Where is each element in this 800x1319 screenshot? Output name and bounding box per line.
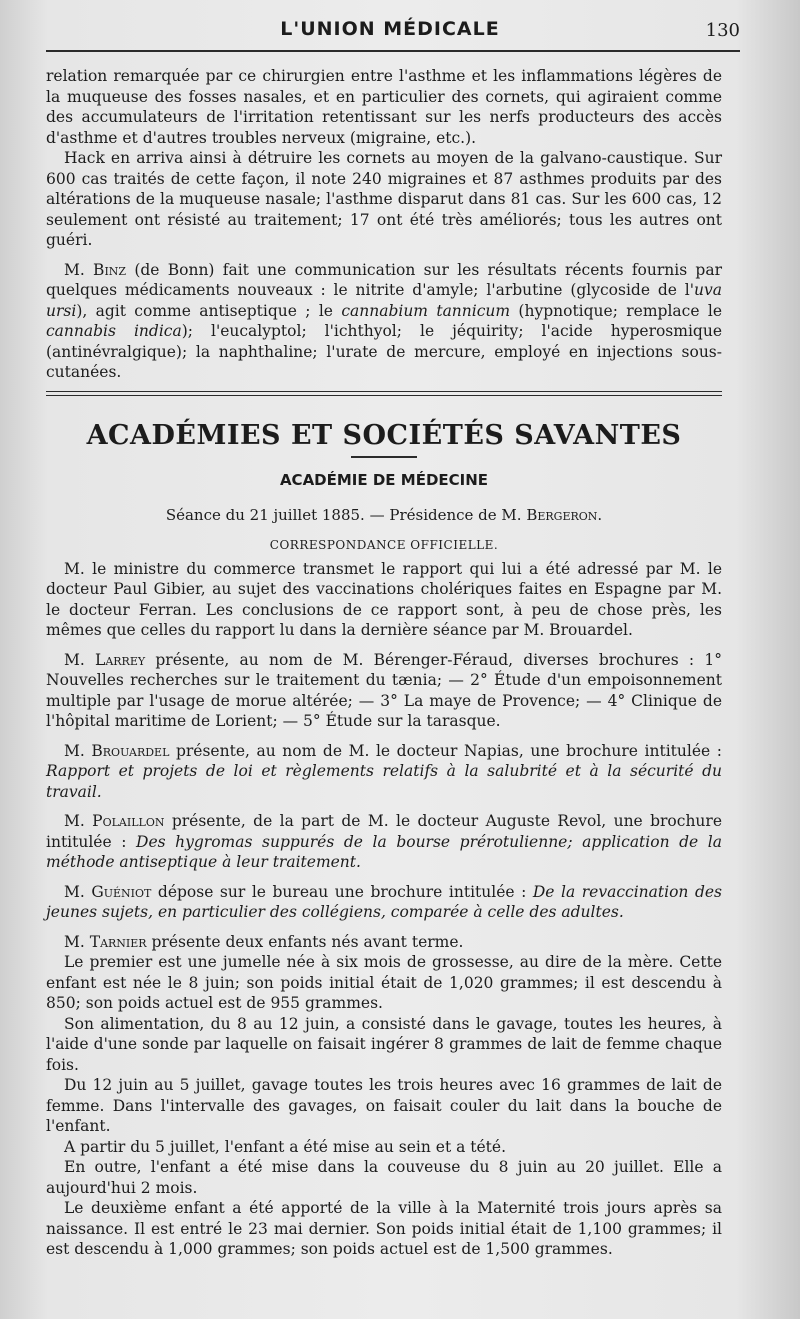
binz-text-c: (hypnotique; remplace le [510, 301, 722, 320]
larrey-text: présente, au nom de M. Bérenger-Féraud, diverses brochures : 1° Nouvelles recherches sur le traitement du tænia; — 2° Étude d'un empoisonnement multiple par l'usage de morue altérée; — 3° La maye de Provence; — 4° Clinique de l'hôpital maritime de Lorient; — 5° Étude sur la tarasque. [46, 650, 722, 730]
sein-paragraph: A partir du 5 juillet, l'enfant a été mise au sein et a tété. [64, 1137, 506, 1156]
seance-line [46, 505, 722, 526]
binz-text-d: ); l'eucalyptol; l'ichthyol; le jéquirity; l'acide hyperosmique (antinévralgique); la naphthaline; l'urate de mercure, employé en injections sous-cutanées. [46, 322, 722, 381]
intro-paragraph-1: relation remarquée par ce chirurgien entre l'asthme et les inflammations légères de la muqueuse des fosses nasales, et en particulier des cornets, qui agiraient comme des accumulateurs de l'irritation retentissant sur les nerfs producteurs des accès d'asthme et d'autres troubles nerveux (migraine, etc.). [46, 67, 722, 147]
section-divider [46, 391, 722, 396]
journal-title: L'UNION MÉDICALE [280, 18, 500, 40]
binz-paragraph [46, 260, 722, 383]
binz-cannabium: cannabium tannicum [341, 301, 511, 320]
page-content [46, 66, 722, 1260]
speaker-gueniot: M. Guéniot [64, 882, 152, 901]
couveuse-paragraph: En outre, l'enfant a été mise dans la couveuse du 8 juin au 20 juillet. Elle a aujourd'hui 2 mois. [46, 1158, 722, 1197]
polaillon-paragraph [46, 811, 722, 873]
header-rule [46, 50, 740, 52]
running-header [40, 16, 740, 50]
subsection-title: ACADÉMIE DE MÉDECINE [279, 471, 489, 489]
gueniot-brochure-title: De la revaccination des jeunes sujets, en particulier des collégiens, comparée à celle des adultes. [46, 882, 722, 921]
alimentation-paragraph: Son alimentation, du 8 au 12 juin, a consisté dans le gavage, toutes les heures, à l'aide d'une sonde par laquelle on faisait ingérer 8 grammes de lait de femme chaque fois. [46, 1014, 722, 1074]
page-number: 130 [705, 20, 740, 41]
speaker-polaillon: M. Polaillon [64, 812, 165, 830]
gueniot-paragraph [46, 882, 722, 923]
speaker-binz: M. Binz [64, 260, 127, 279]
speaker-brouardel: M. Brouardel [64, 741, 170, 760]
binz-cannabis: cannabis indica [46, 322, 182, 340]
section-title: ACADÉMIES ET SOCIÉTÉS SAVANTES [86, 419, 682, 451]
tarnier-text: présente deux enfants nés avant terme. [146, 932, 464, 951]
polaillon-text: présente, de la part de M. le docteur Auguste Revol, une brochure intitulée : [46, 812, 722, 851]
correspondance-heading: CORRESPONDANCE OFFICIELLE. [269, 538, 499, 552]
brouardel-paragraph [46, 741, 722, 803]
seance-text: Séance du 21 juillet 1885. — Présidence de M. [165, 505, 527, 524]
larrey-paragraph [46, 650, 722, 732]
gavage-paragraph: Du 12 juin au 5 juillet, gavage toutes les trois heures avec 16 grammes de lait de femme. Dans l'intervalle des gavages, on faisait couler du lait dans la bouche de l'enfant. [46, 1076, 722, 1135]
intro-paragraph-2: Hack en arriva ainsi à détruire les cornets au moyen de la galvano-caustique. Sur 600 cas traités de cette façon, il note 240 migraines et 87 asthmes produits par des altérations de la muqueuse nasale; l'asthme disparut dans 81 cas. Sur les 600 cas, 12 seulement ont résisté au traitement; 17 ont été très améliorés; tous les autres ont guéri. [46, 149, 722, 249]
premier-enfant-paragraph: Le premier est une jumelle née à six mois de grossesse, au dire de la mère. Cette enfant est née le 8 juin; son poids initial était de 1,020 grammes; il est descendu à 850; son poids actuel est de 955 grammes. [46, 953, 722, 1012]
binz-text-a: (de Bonn) fait une communication sur les résultats récents fournis par quelques médicaments nouveaux : le nitrite d'amyle; l'arbutine (glycoside de l' [46, 260, 723, 299]
gueniot-text: dépose sur le bureau une brochure intitulée : [151, 882, 533, 901]
brouardel-text: présente, au nom de M. le docteur Napias, une brochure intitulée : [169, 741, 722, 760]
seance-end: . [597, 505, 603, 524]
binz-text-b: ), agit comme antiseptique ; le [76, 301, 342, 320]
brouardel-brochure-title: Rapport et projets de loi et règlements relatifs à la salubrité et à la sécurité du travail. [46, 762, 722, 801]
speaker-tarnier: M. Tarnier [64, 932, 147, 951]
title-underline [351, 456, 417, 458]
speaker-larrey: M. Larrey [64, 650, 146, 669]
seance-president: Bergeron [526, 505, 598, 524]
deuxieme-enfant-paragraph: Le deuxième enfant a été apporté de la ville à la Maternité trois jours après sa naissance. Il est entré le 23 mai dernier. Son poids initial était de 1,100 grammes; il est descendu à 1,000 grammes; son poids actuel est de 1,500 grammes. [46, 1199, 722, 1258]
polaillon-brochure-title: Des hygromas suppurés de la bourse prérotulienne; application de la méthode antiseptique à leur traitement. [46, 832, 722, 871]
tarnier-paragraph [46, 932, 722, 953]
ministre-paragraph: M. le ministre du commerce transmet le rapport qui lui a été adressé par M. le docteur Paul Gibier, au sujet des vaccinations cholériques faites en Espagne par M. le docteur Ferran. Les conclusions de ce rapport sont, à peu de chose près, les mêmes que celles du rapport lu dans la dernière séance par M. Brouardel. [46, 559, 722, 639]
binz-uva-ursi: uva ursi [46, 281, 722, 320]
